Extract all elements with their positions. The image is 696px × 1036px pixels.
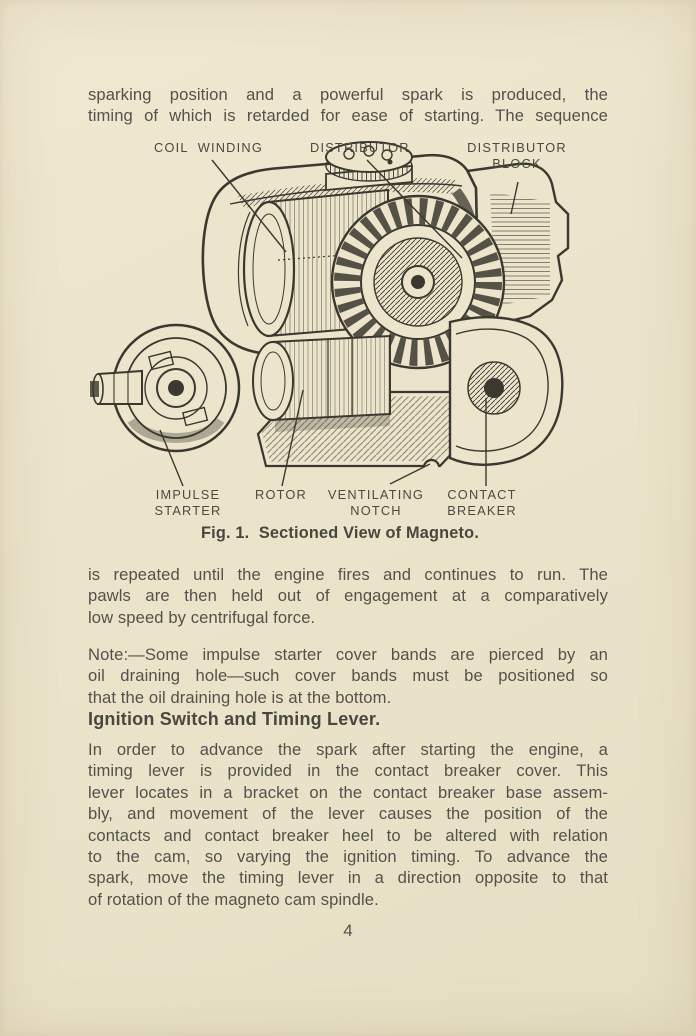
- text-line: sparking position and a powerful spark is produced, the: [88, 85, 608, 104]
- text-line: pawls are then held out of engagement at a comparatively: [88, 586, 608, 606]
- label-distributor: DISTRIBUTOR: [310, 140, 410, 155]
- label-coil-winding: COIL WINDING: [154, 140, 263, 155]
- text-line: contacts and contact breaker heel to be altered with relation: [88, 825, 608, 845]
- intro-paragraph: [88, 84, 608, 127]
- label-contact-breaker: CONTACT BREAKER: [447, 487, 517, 518]
- text-line: to the cam, so varying the ignition timing. To advance the: [88, 847, 608, 867]
- text-line: timing lever is provided in the contact breaker cover. This: [88, 761, 608, 781]
- text-line: of rotation of the magneto cam spindle.: [88, 889, 379, 909]
- figure-caption: Fig. 1. Sectioned View of Magneto.: [200, 524, 480, 542]
- text-line: that the oil draining hole is at the bottom.: [88, 687, 392, 707]
- contact-breaker-part: [450, 317, 562, 465]
- text-line: low speed by centrifugal force.: [88, 607, 316, 627]
- paragraph-timing-lever: [88, 739, 608, 910]
- figure-magneto: [90, 130, 590, 555]
- section-heading: Ignition Switch and Timing Lever.: [88, 709, 381, 729]
- label-distributor-block: DISTRIBUTOR BLOCK: [467, 140, 567, 171]
- text-line: lever locates in a bracket on the contact breaker base assem-: [88, 782, 608, 802]
- label-rotor: ROTOR: [255, 487, 307, 502]
- paragraph-note: [88, 644, 608, 708]
- paragraph-pawls: [88, 564, 608, 628]
- impulse-starter-part: [90, 325, 239, 451]
- text-line: is repeated until the engine fires and continues to run. The: [88, 565, 608, 584]
- rotor-part: [253, 336, 390, 432]
- text-line: Note:—Some impulse starter cover bands are pierced by an: [88, 645, 608, 664]
- text-line: In order to advance the spark after starting the engine, a: [88, 740, 608, 759]
- text-line: timing of which is retarded for ease of starting. The sequence: [88, 106, 608, 126]
- text-line: bly, and movement of the lever causes the position of the: [88, 804, 608, 824]
- text-line: oil draining hole—such cover bands must be positioned so: [88, 666, 608, 686]
- label-impulse-starter: IMPULSE STARTER: [154, 487, 222, 518]
- label-ventilating-notch: VENTILATING NOTCH: [327, 487, 425, 518]
- text-line: spark, move the timing lever in a direction opposite to that: [88, 868, 608, 888]
- page-number: 4: [343, 921, 353, 940]
